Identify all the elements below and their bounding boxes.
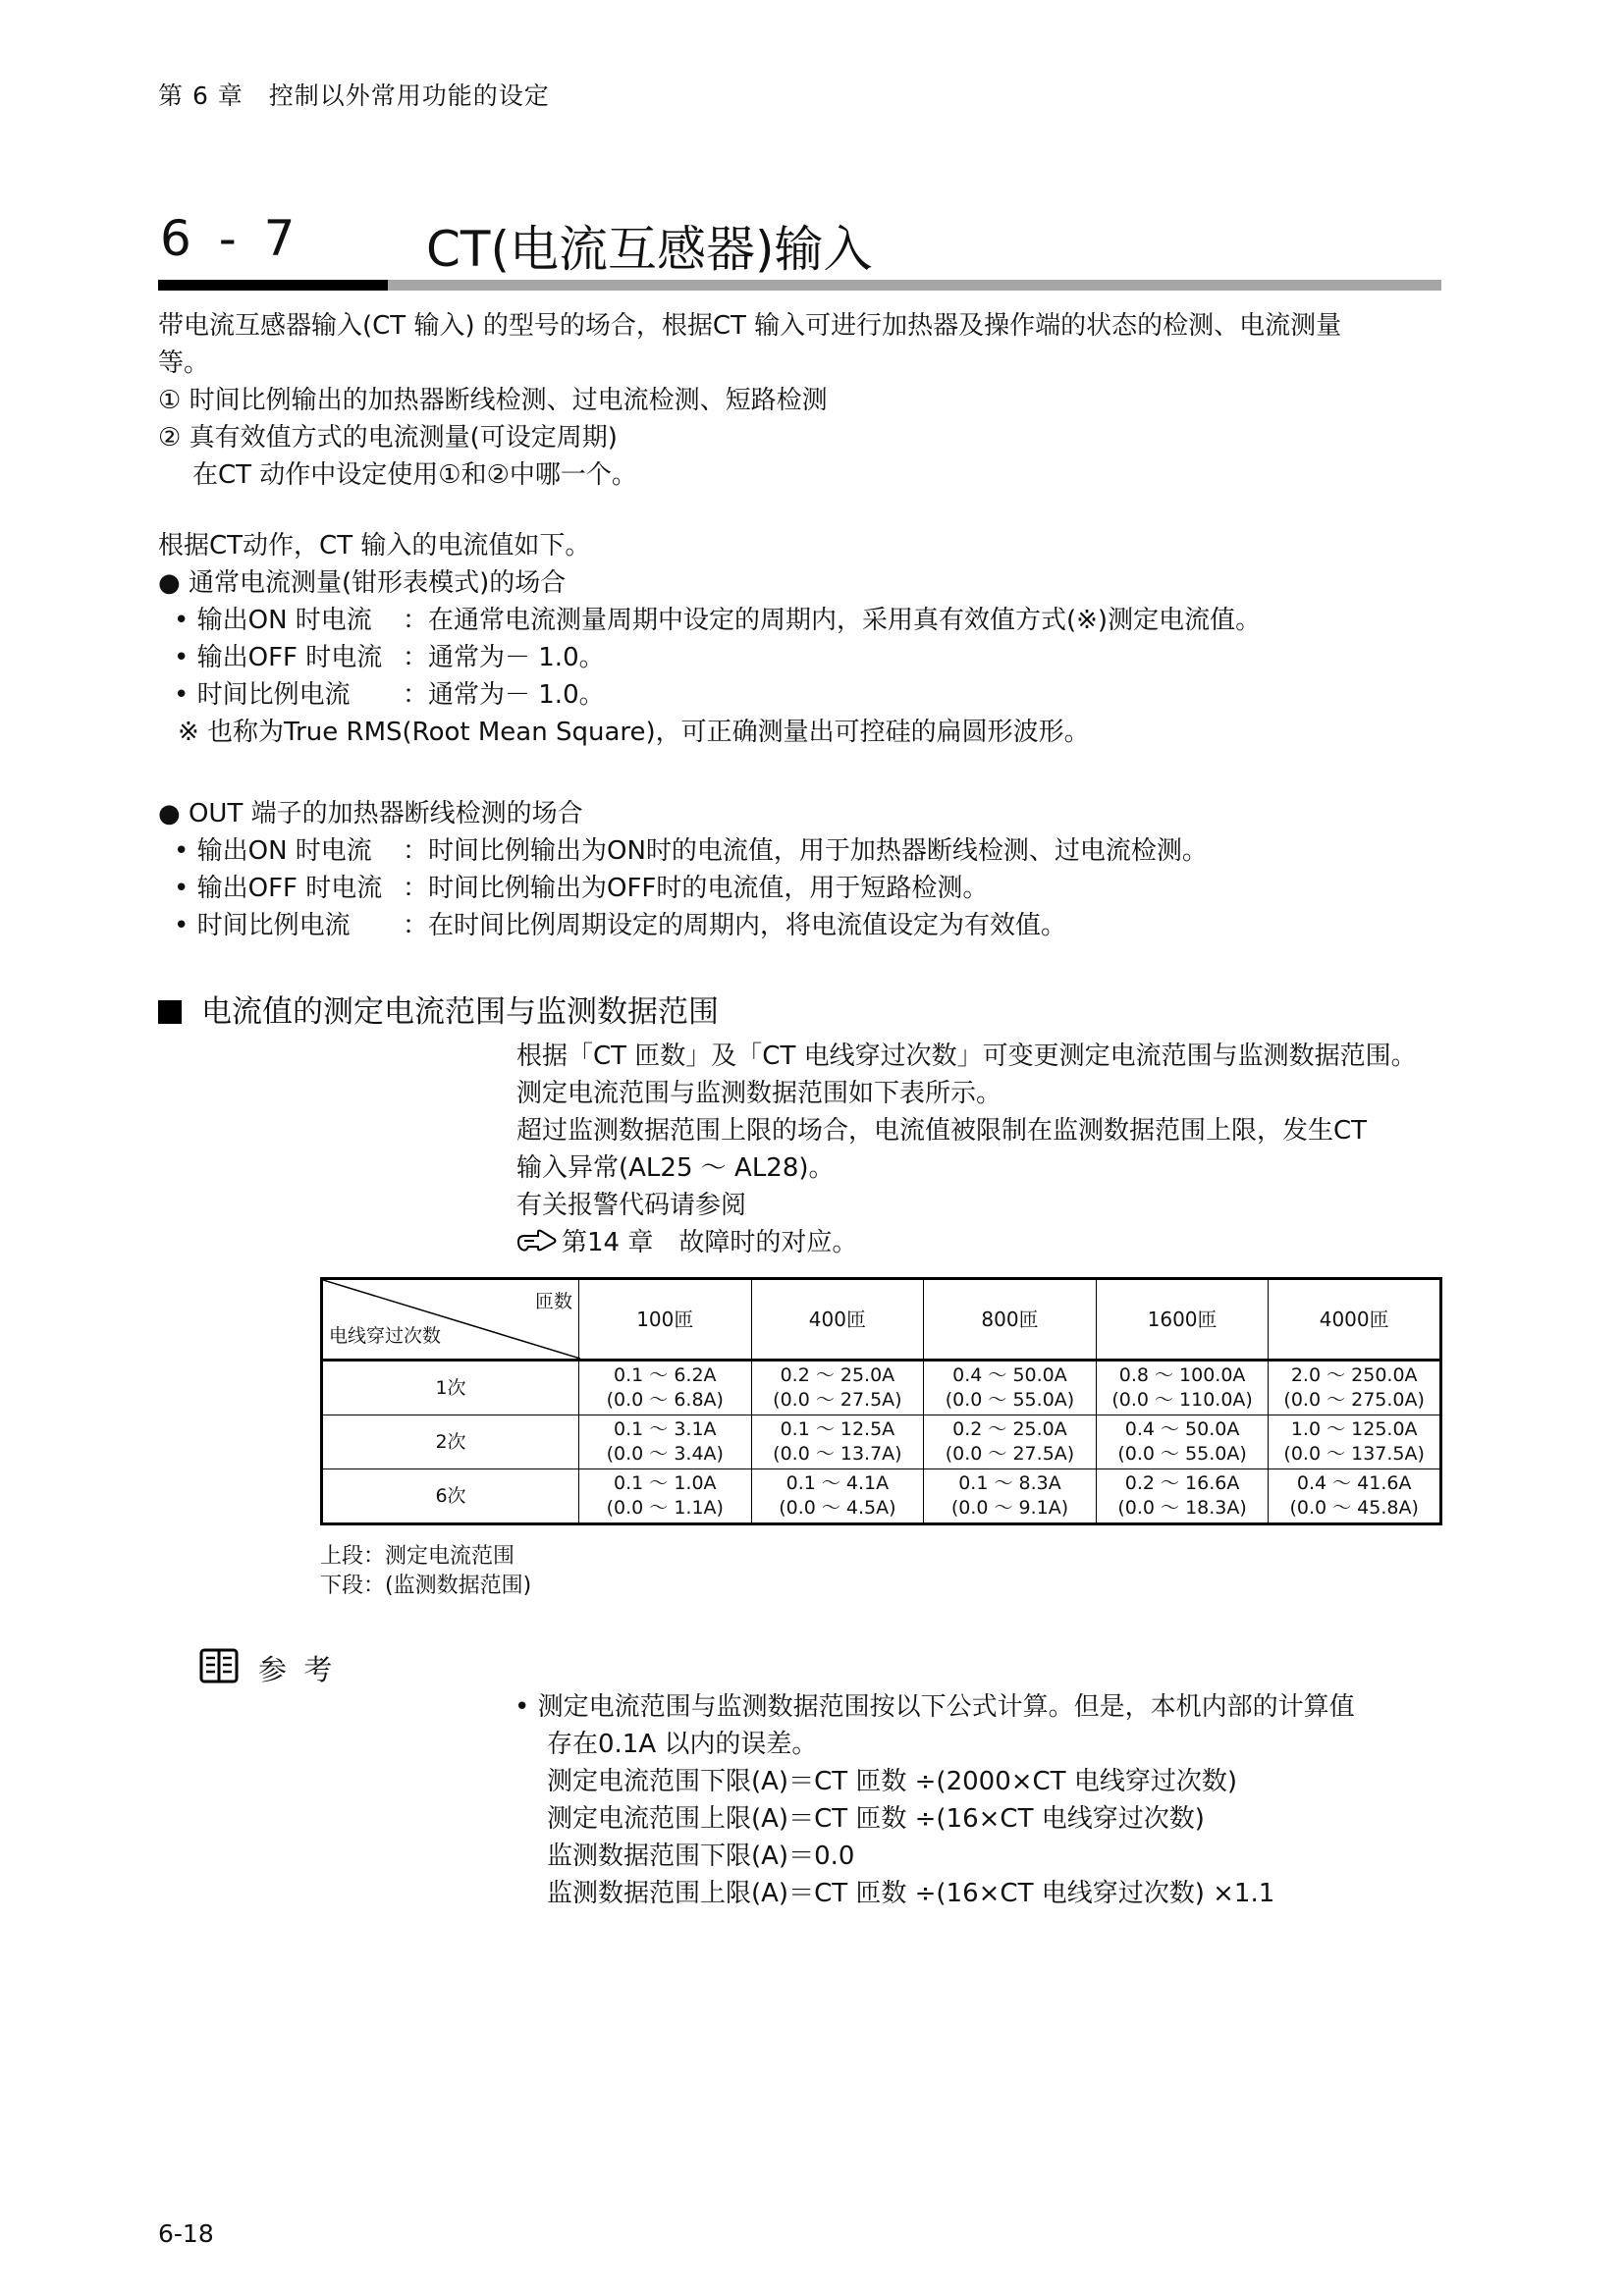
row-label: • 输出ON 时电流 bbox=[174, 606, 372, 635]
normal-row-time bbox=[174, 676, 605, 714]
row-header: 2次 bbox=[322, 1415, 579, 1469]
row-label: • 输出OFF 时电流 bbox=[174, 643, 383, 672]
table-cell bbox=[924, 1469, 1097, 1524]
row-value: ：通常为－ 1.0。 bbox=[403, 643, 605, 672]
formula-monitor-lower: 监测数据范围下限(A)＝0.0 bbox=[547, 1842, 855, 1871]
range-para-1: 根据「CT 匝数」及「CT 电线穿过次数」可变更测定电流范围与监测数据范围。 bbox=[516, 1041, 1417, 1071]
row-value: ：通常为－ 1.0。 bbox=[403, 680, 605, 710]
monitor-range: (0.0 ～ 27.5A) bbox=[773, 1389, 902, 1411]
monitor-range: (0.0 ～ 137.5A) bbox=[1283, 1443, 1425, 1465]
formula-measure-upper: 测定电流范围上限(A)＝CT 匝数 ÷(16×CT 电线穿过次数) bbox=[547, 1804, 1205, 1834]
column-header: 1600匝 bbox=[1096, 1279, 1269, 1361]
table-cell bbox=[579, 1469, 752, 1524]
table-cell bbox=[751, 1469, 924, 1524]
monitor-range: (0.0 ～ 18.3A) bbox=[1117, 1497, 1247, 1519]
row-value: ：时间比例输出为ON时的电流值，用于加热器断线检测、过电流检测。 bbox=[403, 836, 1208, 866]
reference-title: 参 考 bbox=[258, 1653, 337, 1686]
table-header-row bbox=[322, 1279, 1441, 1361]
monitor-range: (0.0 ～ 45.8A) bbox=[1289, 1497, 1419, 1519]
reference-line-1: • 测定电流范围与监测数据范围按以下公式计算。但是，本机内部的计算值 bbox=[514, 1692, 1355, 1722]
monitor-range: (0.0 ～ 110.0A) bbox=[1111, 1389, 1253, 1411]
intro-line-2: 等。 bbox=[158, 348, 210, 378]
monitor-range: (0.0 ～ 4.5A) bbox=[779, 1497, 896, 1519]
out-row-time bbox=[174, 907, 1066, 944]
range-para-5: 有关报警代码请参阅 bbox=[516, 1191, 747, 1220]
intro-item-1: ① 时间比例输出的加热器断线检测、过电流检测、短路检测 bbox=[158, 386, 828, 415]
out-row-on bbox=[174, 832, 1208, 870]
measure-range: 0.1 ～ 1.0A bbox=[614, 1472, 717, 1494]
row-value: ：在时间比例周期设定的周期内，将电流值设定为有效值。 bbox=[403, 911, 1067, 940]
measure-range: 0.1 ～ 6.2A bbox=[614, 1364, 717, 1386]
monitor-range: (0.0 ～ 55.0A) bbox=[945, 1389, 1075, 1411]
legend-lower: 下段：(监测数据范围) bbox=[320, 1574, 532, 1598]
table-cell bbox=[1096, 1469, 1269, 1524]
row-value: ：在通常电流测量周期中设定的周期内，采用真有效值方式(※)测定电流值。 bbox=[403, 606, 1262, 635]
measure-range: 0.4 ～ 41.6A bbox=[1296, 1472, 1412, 1494]
range-para-2: 测定电流范围与监测数据范围如下表所示。 bbox=[516, 1079, 1002, 1108]
see-text: 第14 章 故障时的对应。 bbox=[562, 1228, 858, 1257]
column-header: 800匝 bbox=[924, 1279, 1097, 1361]
range-para-3: 超过监测数据范围上限的场合，电流值被限制在监测数据范围上限，发生CT bbox=[516, 1116, 1368, 1146]
measure-range: 0.2 ～ 16.6A bbox=[1124, 1472, 1240, 1494]
true-rms-note: ※ 也称为True RMS(Root Mean Square)，可正确测量出可控硅的扁圆形波形。 bbox=[178, 718, 1090, 747]
pointing-hand-icon bbox=[516, 1228, 558, 1255]
measure-range: 0.8 ～ 100.0A bbox=[1118, 1364, 1246, 1386]
square-bullet-icon bbox=[158, 1000, 182, 1024]
monitor-range: (0.0 ～ 9.1A) bbox=[950, 1497, 1069, 1519]
chapter-header: 第 6 章 控制以外常用功能的设定 bbox=[158, 81, 550, 110]
see-reference bbox=[516, 1224, 857, 1261]
column-header: 4000匝 bbox=[1269, 1279, 1441, 1361]
title-rule-grey bbox=[388, 280, 1441, 291]
row-header: 6次 bbox=[322, 1469, 579, 1524]
measure-range: 0.4 ～ 50.0A bbox=[952, 1364, 1067, 1386]
table-cell bbox=[1096, 1415, 1269, 1469]
formula-measure-lower: 测定电流范围下限(A)＝CT 匝数 ÷(2000×CT 电线穿过次数) bbox=[547, 1767, 1237, 1796]
normal-measure-heading: ● 通常电流测量(钳形表模式)的场合 bbox=[158, 568, 567, 598]
intro-line-1: 带电流互感器输入(CT 输入) 的型号的场合，根据CT 输入可进行加热器及操作端的状态的检测、电流测量 bbox=[158, 311, 1342, 341]
measure-range: 0.1 ～ 12.5A bbox=[780, 1418, 895, 1440]
corner-turns-label: 匝数 bbox=[534, 1291, 572, 1312]
column-header: 100匝 bbox=[579, 1279, 752, 1361]
measure-range: 0.1 ～ 8.3A bbox=[958, 1472, 1061, 1494]
legend-upper: 上段：测定电流范围 bbox=[320, 1544, 515, 1569]
table-corner-cell bbox=[322, 1279, 579, 1361]
monitor-range: (0.0 ～ 27.5A) bbox=[945, 1443, 1075, 1465]
title-rule-dark bbox=[158, 280, 388, 291]
measure-range: 2.0 ～ 250.0A bbox=[1290, 1364, 1418, 1386]
table-cell bbox=[751, 1361, 924, 1415]
table-cell bbox=[1269, 1361, 1441, 1415]
row-label: • 时间比例电流 bbox=[174, 911, 351, 940]
range-para-4: 输入异常(AL25 ～ AL28)。 bbox=[516, 1153, 835, 1183]
monitor-range: (0.0 ～ 13.7A) bbox=[773, 1443, 902, 1465]
out-terminal-heading: ● OUT 端子的加热器断线检测的场合 bbox=[158, 799, 583, 828]
range-heading bbox=[158, 987, 719, 1031]
measure-range: 0.2 ～ 25.0A bbox=[952, 1418, 1067, 1440]
monitor-range: (0.0 ～ 3.4A) bbox=[606, 1443, 724, 1465]
row-label: • 时间比例电流 bbox=[174, 680, 351, 710]
measure-range: 0.1 ～ 4.1A bbox=[785, 1472, 890, 1494]
table-row bbox=[322, 1361, 1441, 1415]
measure-range: 0.2 ～ 25.0A bbox=[780, 1364, 895, 1386]
intro-item-3: 在CT 动作中设定使用①和②中哪一个。 bbox=[192, 460, 637, 490]
out-row-off bbox=[174, 870, 988, 907]
range-heading-text: 电流值的测定电流范围与监测数据范围 bbox=[201, 994, 719, 1030]
intro-item-2: ② 真有效值方式的电流测量(可设定周期) bbox=[158, 423, 618, 453]
table-cell bbox=[751, 1415, 924, 1469]
table-cell bbox=[1269, 1415, 1441, 1469]
monitor-range: (0.0 ～ 6.8A) bbox=[606, 1389, 724, 1411]
monitor-range: (0.0 ～ 55.0A) bbox=[1117, 1443, 1247, 1465]
monitor-range: (0.0 ～ 1.1A) bbox=[606, 1497, 724, 1519]
measure-range: 0.1 ～ 3.1A bbox=[614, 1418, 717, 1440]
section-number: 6 - 7 bbox=[160, 210, 301, 267]
normal-row-on bbox=[174, 602, 1261, 639]
reference-line-2: 存在0.1A 以内的误差。 bbox=[547, 1730, 818, 1759]
ct-range-table bbox=[320, 1277, 1442, 1525]
table-cell bbox=[924, 1415, 1097, 1469]
measure-range: 0.4 ～ 50.0A bbox=[1124, 1418, 1240, 1440]
formula-monitor-upper: 监测数据范围上限(A)＝CT 匝数 ÷(16×CT 电线穿过次数) ×1.1 bbox=[547, 1879, 1275, 1908]
table-row bbox=[322, 1469, 1441, 1524]
table-cell bbox=[1269, 1469, 1441, 1524]
table-row bbox=[322, 1415, 1441, 1469]
table-cell bbox=[1096, 1361, 1269, 1415]
row-value: ：时间比例输出为OFF时的电流值，用于短路检测。 bbox=[403, 874, 989, 903]
row-label: • 输出ON 时电流 bbox=[174, 836, 372, 866]
table-cell bbox=[924, 1361, 1097, 1415]
measure-range: 1.0 ～ 125.0A bbox=[1290, 1418, 1418, 1440]
corner-passes-label: 电线穿过次数 bbox=[329, 1325, 442, 1347]
row-header: 1次 bbox=[322, 1361, 579, 1415]
normal-row-off bbox=[174, 639, 605, 676]
row-label: • 输出OFF 时电流 bbox=[174, 874, 383, 903]
table-cell bbox=[579, 1415, 752, 1469]
book-icon bbox=[199, 1648, 239, 1683]
section-title: CT(电流互感器)输入 bbox=[426, 221, 873, 278]
monitor-range: (0.0 ～ 275.0A) bbox=[1283, 1389, 1425, 1411]
page-number: 6-18 bbox=[158, 2219, 214, 2248]
column-header: 400匝 bbox=[751, 1279, 924, 1361]
table-cell bbox=[579, 1361, 752, 1415]
ct-action-lead: 根据CT动作，CT 输入的电流值如下。 bbox=[158, 531, 591, 561]
